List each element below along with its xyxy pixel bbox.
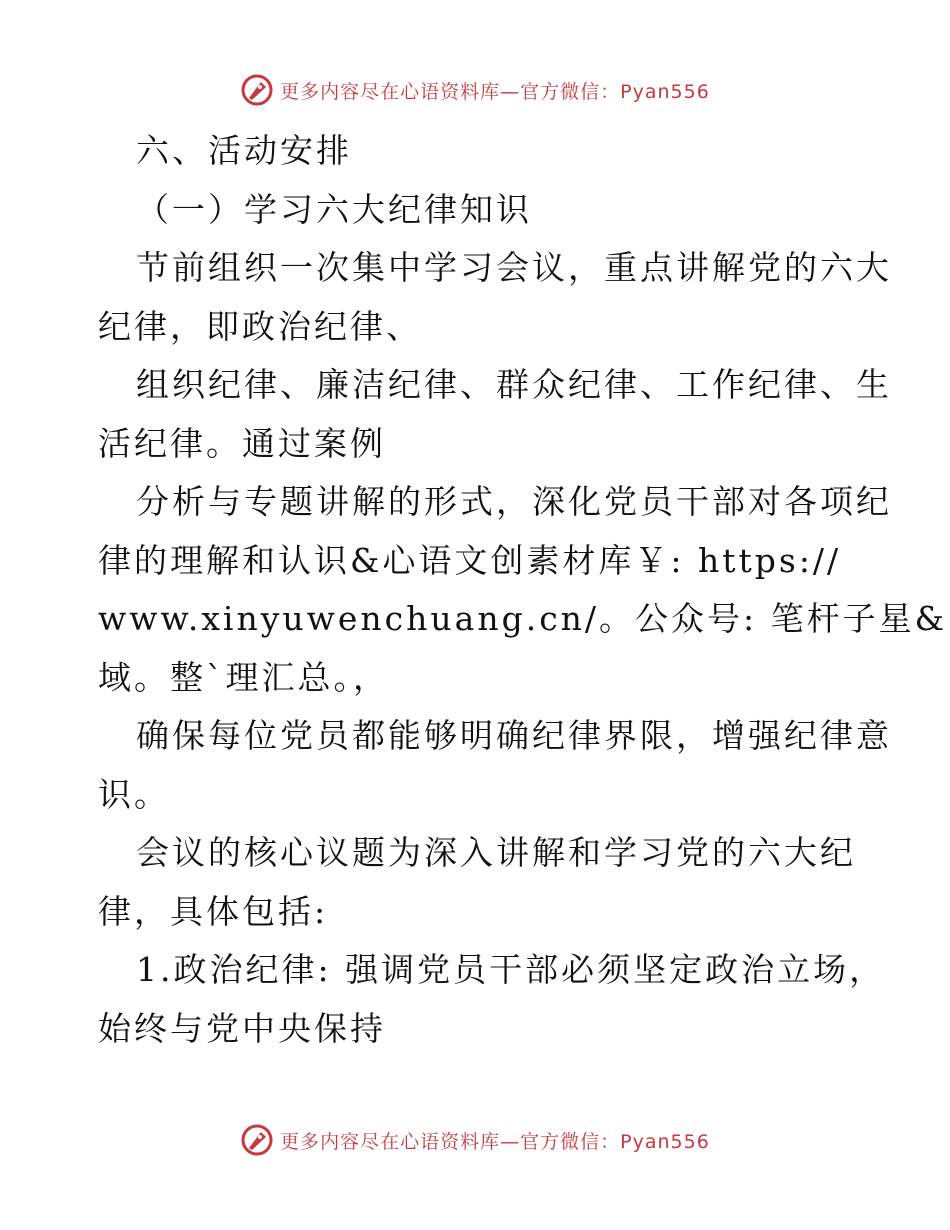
text-line: 节前组织一次集中学习会议，重点讲解党的六大 bbox=[136, 248, 892, 287]
text-line: 活纪律。通过案例 bbox=[98, 423, 386, 463]
footer-watermark-banner bbox=[0, 1120, 950, 1160]
text-line: www.xinyuwenchuang.cn/。公众号: 笔杆子星& bbox=[98, 599, 948, 638]
text-line: 律的理解和认识&心语文创素材库￥: https:// bbox=[98, 540, 842, 580]
text-line: 律，具体包括: bbox=[98, 891, 329, 931]
header-watermark-banner bbox=[0, 70, 950, 110]
document-body bbox=[98, 122, 948, 1058]
footer-watermark-text: 更多内容尽在心语资料库—官方微信：Pyan556 bbox=[280, 1130, 710, 1153]
text-line: 始终与党中央保持 bbox=[98, 1008, 386, 1048]
text-line: 域。整`理汇总。， bbox=[98, 657, 389, 697]
text-line: （一）学习六大纪律知识 bbox=[136, 189, 532, 229]
text-line: 六、活动安排 bbox=[136, 131, 352, 170]
text-line: 识。 bbox=[98, 774, 170, 814]
text-line: 确保每位党员都能够明确纪律界限，增强纪律意 bbox=[136, 716, 892, 755]
text-line: 会议的核心议题为深入讲解和学习党的六大纪 bbox=[136, 833, 856, 872]
pen-nib-logo-icon bbox=[240, 1123, 274, 1157]
text-line: 纪律，即政治纪律、 bbox=[98, 306, 422, 346]
text-line: 分析与专题讲解的形式，深化党员干部对各项纪 bbox=[136, 482, 892, 521]
text-line: 组织纪律、廉洁纪律、群众纪律、工作纪律、生 bbox=[136, 365, 892, 404]
pen-nib-logo-icon bbox=[240, 73, 274, 107]
text-line: 1.政治纪律: 强调党员干部必须坚定政治立场， bbox=[136, 950, 886, 989]
header-watermark-text: 更多内容尽在心语资料库—官方微信：Pyan556 bbox=[280, 80, 710, 103]
